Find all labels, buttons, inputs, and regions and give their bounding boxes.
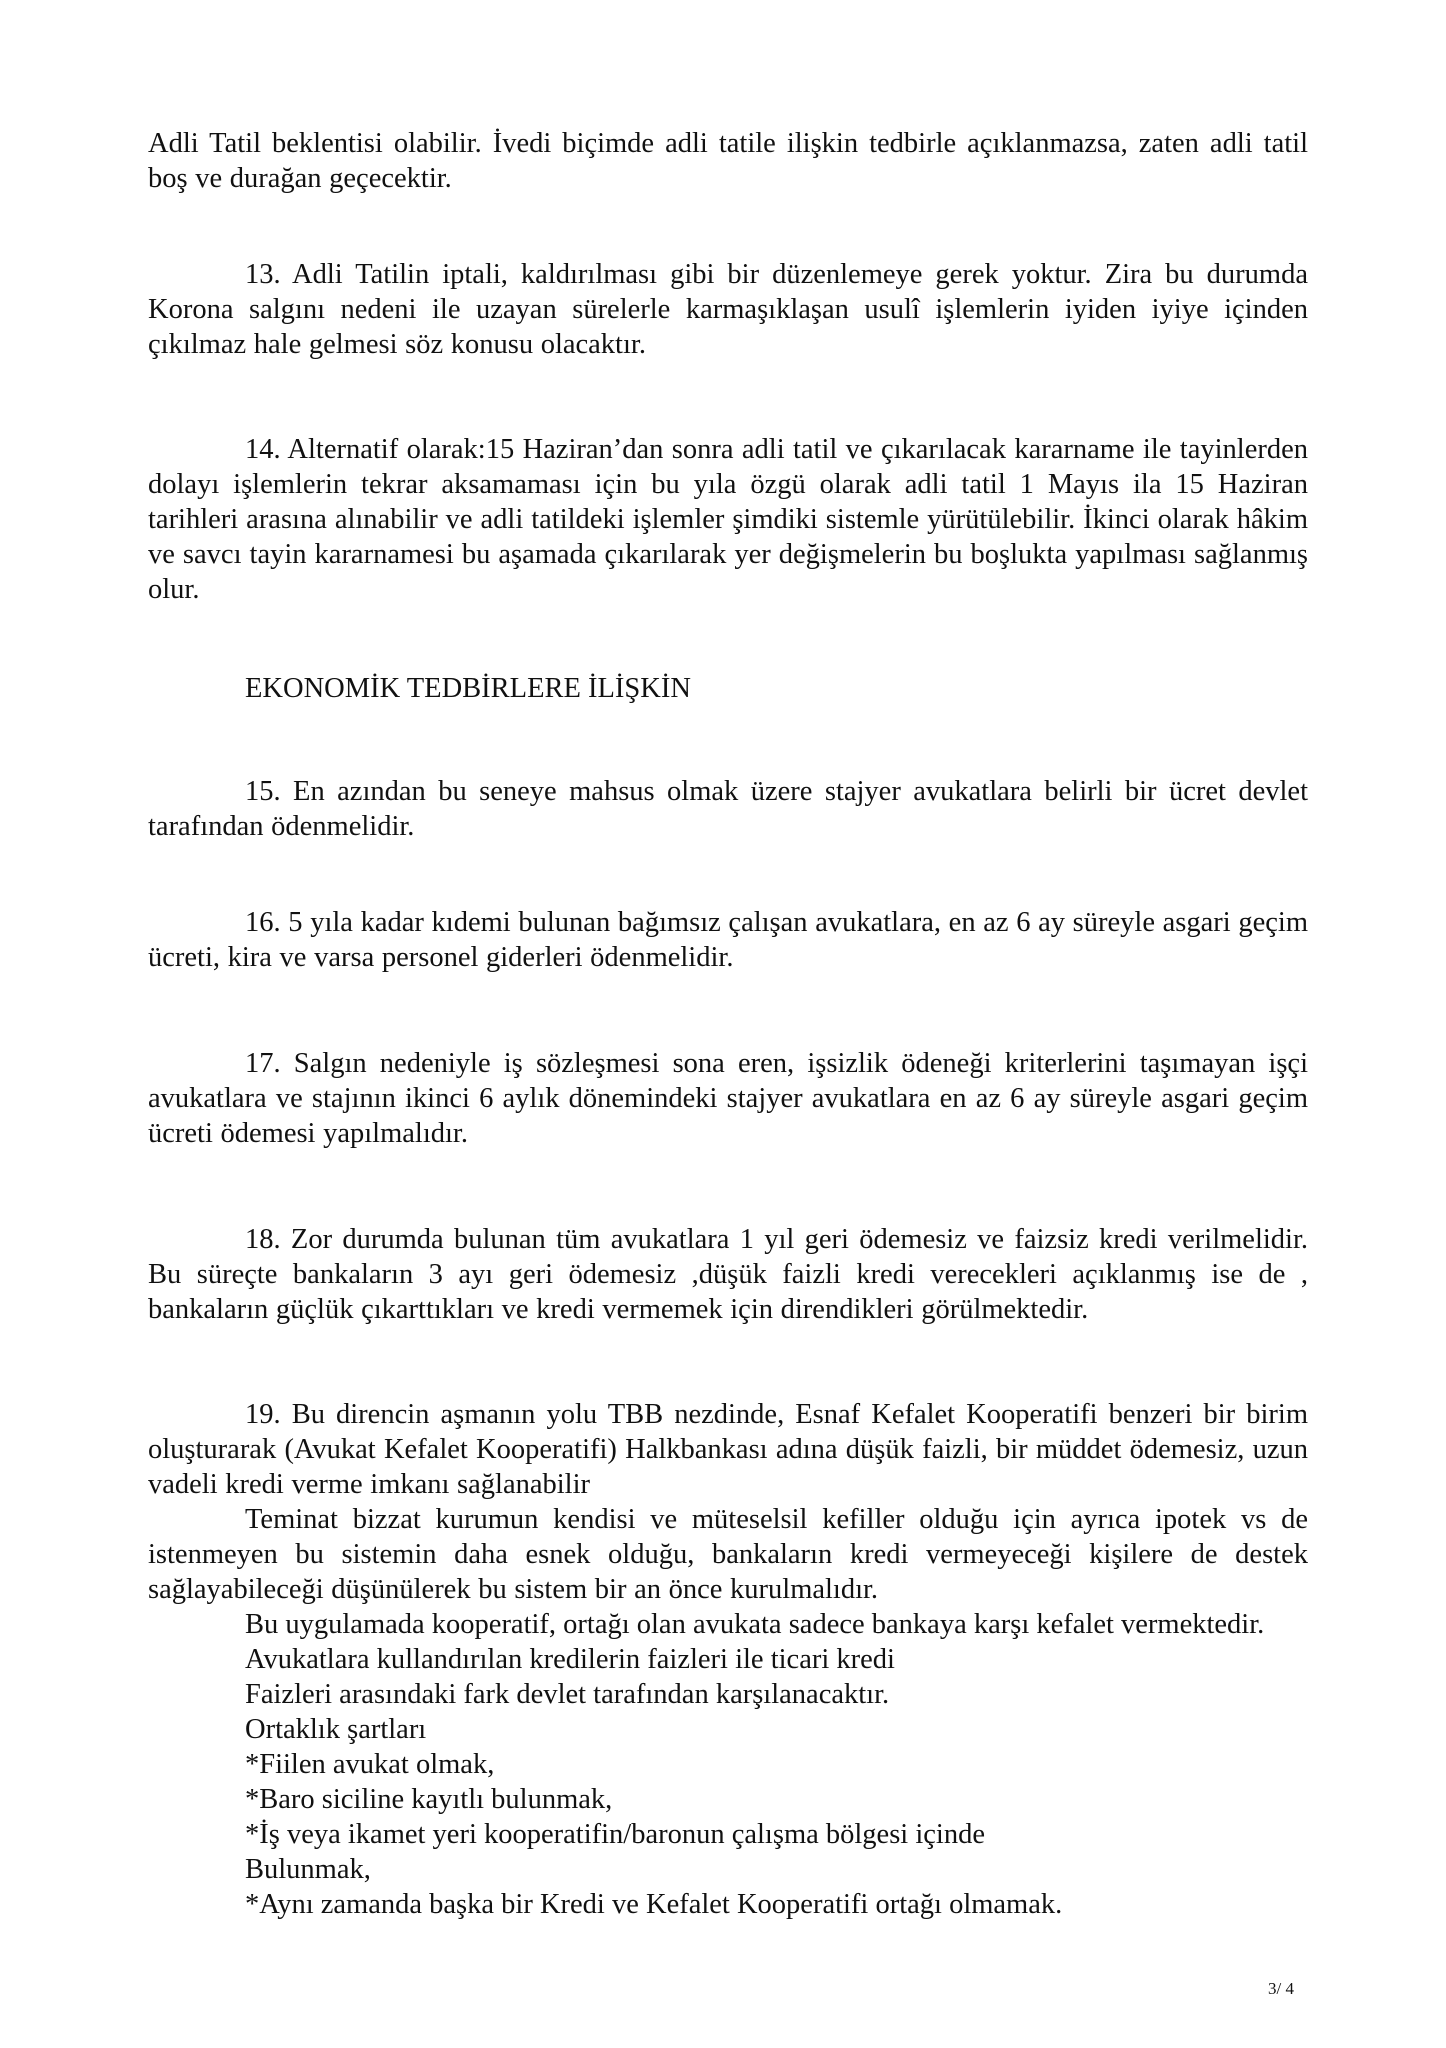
list-item: *Fiilen avukat olmak, [245, 1749, 495, 1780]
text-line: Ortaklık şartları [245, 1714, 427, 1745]
paragraph-19: 19. Bu direncin aşmanın yolu TBB nezdinde, Esnaf Kefalet Kooperatifi benzeri bir birim oluşturarak (Avukat Kefalet Kooperatifi) Halkbankası adına düşük faizli, bir müddet ödemesiz, uzun vadeli kredi verme imkanı sağlanabilir [148, 1399, 1308, 1500]
paragraph-18: 18. Zor durumda bulunan tüm avukatlara 1 yıl geri ödemesiz ve faizsiz kredi verilmelidir. Bu süreçte bankaların 3 ayı geri ödemesiz ,düşük faizli kredi verecekleri açıklanmış ise de , bankaların güçlük çıkarttıkları ve kredi vermemek için direndikleri görülmektedir. [148, 1224, 1308, 1325]
paragraph-intro: Adli Tatil beklentisi olabilir. İvedi biçimde adli tatile ilişkin tedbirle açıklanmazsa, zaten adli tatil boş ve durağan geçecektir. [148, 128, 1308, 194]
text-line: Bu uygulamada kooperatif, ortağı olan avukata sadece bankaya karşı kefalet vermektedir. [245, 1609, 1265, 1640]
paragraph-17: 17. Salgın nedeniyle iş sözleşmesi sona eren, işsizlik ödeneği kriterlerini taşımayan işçi avukatlara ve stajının ikinci 6 aylık dönemindeki stajyer avukatlara en az 6 ay süreyle asgari geçim ücreti ödemesi yapılmalıdır. [148, 1048, 1308, 1149]
paragraph-13: 13. Adli Tatilin iptali, kaldırılması gibi bir düzenlemeye gerek yoktur. Zira bu durumda Korona salgını nedeni ile uzayan sürelerle karmaşıklaşan usulî işlemlerin iyiden iyiye içinden çıkılmaz hale gelmesi söz konusu olacaktır. [148, 259, 1308, 360]
list-item: *Baro siciline kayıtlı bulunmak, [245, 1784, 613, 1815]
paragraph-16: 16. 5 yıla kadar kıdemi bulunan bağımsız çalışan avukatlara, en az 6 ay süreyle asgari geçim ücreti, kira ve varsa personel giderleri ödenmelidir. [148, 907, 1308, 973]
list-item: *Aynı zamanda başka bir Kredi ve Kefalet Kooperatifi ortağı olmamak. [245, 1889, 1063, 1920]
text-line: Avukatlara kullandırılan kredilerin faizleri ile ticari kredi [245, 1644, 895, 1675]
list-item: *İş veya ikamet yeri kooperatifin/baronun çalışma bölgesi içinde [245, 1819, 985, 1850]
paragraph-14: 14. Alternatif olarak:15 Haziran’dan sonra adli tatil ve çıkarılacak kararname ile tayinlerden dolayı işlemlerin tekrar aksamaması için bu yıla özgü olarak adli tatil 1 Mayıs ila 15 Haziran tarihleri arasına alınabilir ve adli tatildeki işlemler şimdiki sistemle yürütülebilir. İkinci olarak hâkim ve savcı tayin kararnamesi bu aşamada çıkarılarak yer değişmelerin bu boşlukta yapılması sağlanmış olur. [148, 434, 1308, 605]
section-heading: EKONOMİK TEDBİRLERE İLİŞKİN [245, 673, 691, 704]
paragraph-19-teminat: Teminat bizzat kurumun kendisi ve müteselsil kefiller olduğu için ayrıca ipotek vs de istenmeyen bu sistemin daha esnek olduğu, bankaların kredi vermeyeceği kişilere de destek sağlayabileceği düşünülerek bu sistem bir an önce kurulmalıdır. [148, 1504, 1308, 1605]
paragraph-15: 15. En azından bu seneye mahsus olmak üzere stajyer avukatlara belirli bir ücret devlet tarafından ödenmelidir. [148, 776, 1308, 842]
list-item: Bulunmak, [245, 1854, 371, 1885]
document-body [148, 126, 1308, 1922]
page-number: 3/ 4 [1268, 1979, 1294, 1998]
text-line: Faizleri arasındaki fark devlet tarafından karşılanacaktır. [245, 1679, 890, 1710]
